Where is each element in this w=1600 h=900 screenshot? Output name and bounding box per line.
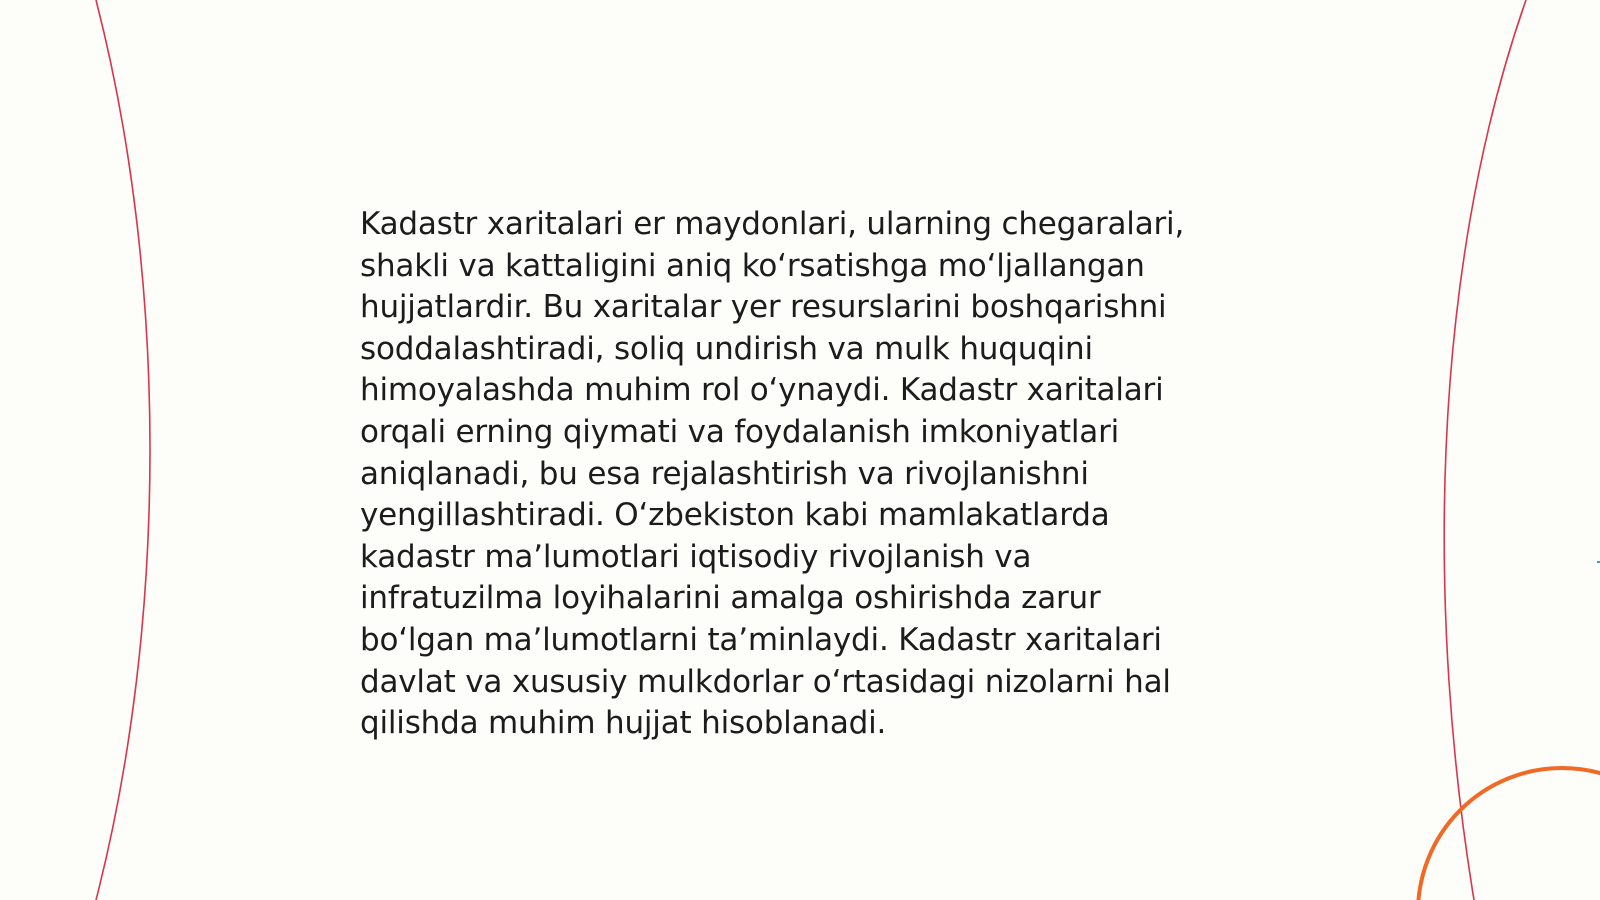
corner-circle-outline bbox=[1418, 768, 1600, 900]
right-arc-line bbox=[1444, 0, 1526, 900]
paragraph-line: yengillashtiradi. O‘zbekiston kabi mamlakatlarda bbox=[360, 497, 1110, 534]
paragraph-line: kadastr ma’lumotlari iqtisodiy rivojlanish va bbox=[360, 538, 1032, 575]
paragraph-line: hujjatlardir. Bu xaritalar yer resurslarini boshqarishni bbox=[360, 289, 1167, 326]
left-arc-line bbox=[96, 0, 150, 900]
paragraph-line: shakli va kattaligini aniq ko‘rsatishga mo‘ljallangan bbox=[360, 247, 1145, 284]
paragraph-line: orqali erning qiymati va foydalanish imkoniyatlari bbox=[360, 413, 1120, 450]
body-paragraph bbox=[360, 204, 1260, 745]
paragraph-line: davlat va xususiy mulkdorlar o‘rtasidagi nizolarni hal bbox=[360, 663, 1171, 700]
paragraph-line: soddalashtiradi, soliq undirish va mulk huquqini bbox=[360, 330, 1093, 367]
paragraph-line: bo‘lgan ma’lumotlarni ta’minlaydi. Kadastr xaritalari bbox=[360, 621, 1162, 658]
paragraph-line: aniqlanadi, bu esa rejalashtirish va rivojlanishni bbox=[360, 455, 1089, 492]
paragraph-line: himoyalashda muhim rol o‘ynaydi. Kadastr xaritalari bbox=[360, 372, 1164, 409]
paragraph-line: Kadastr xaritalari er maydonlari, ularning chegaralari, bbox=[360, 206, 1185, 242]
paragraph-line: qilishda muhim hujjat hisoblanadi. bbox=[360, 705, 887, 742]
paragraph-line: infratuzilma loyihalarini amalga oshirishda zarur bbox=[360, 580, 1101, 617]
